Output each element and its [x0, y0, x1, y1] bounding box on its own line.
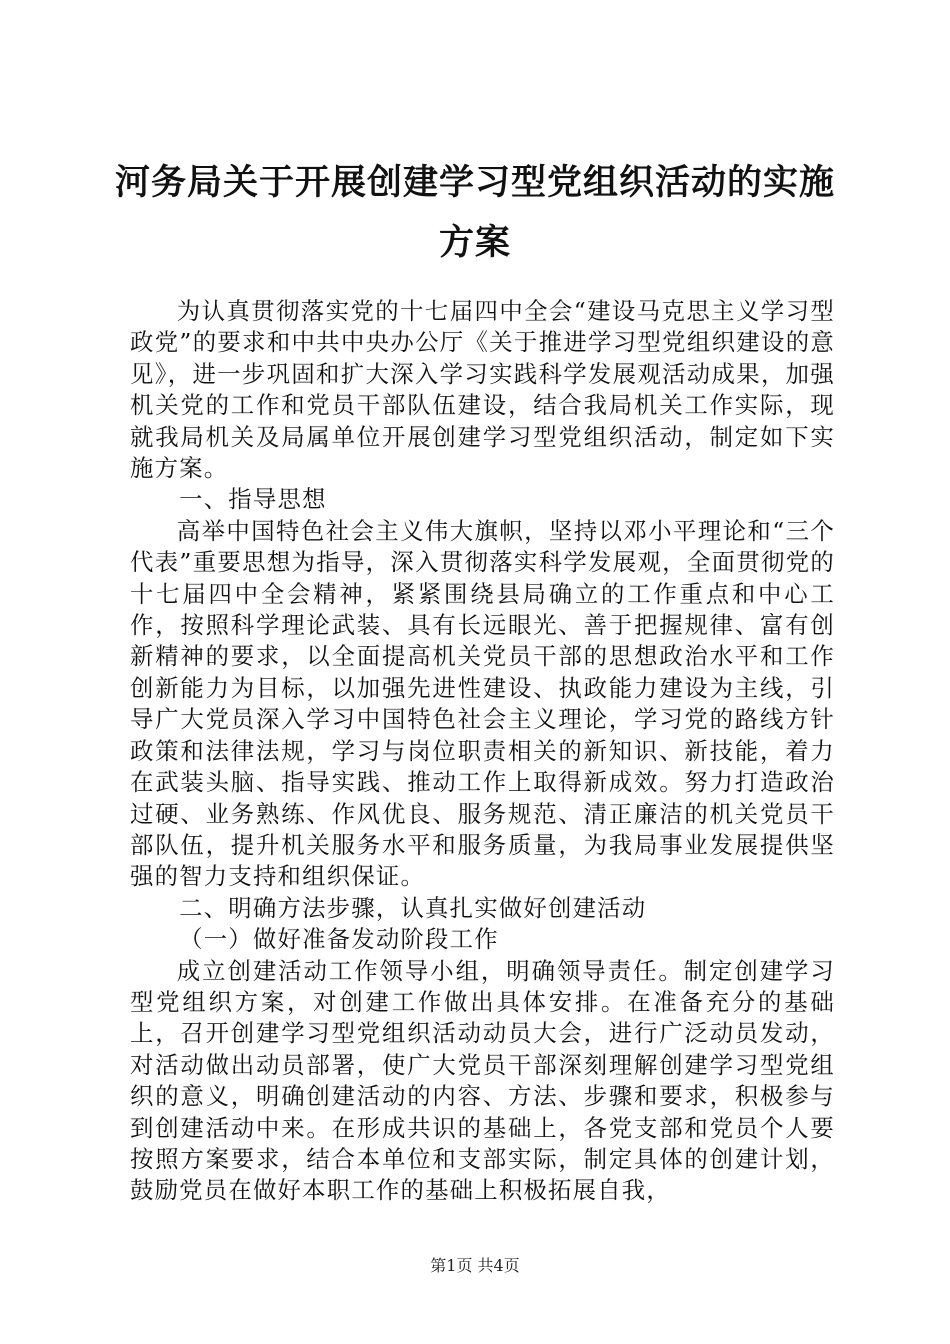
title-line-1: 河务局关于开展创建学习型党组织活动的实施: [114, 162, 835, 203]
section-heading-guiding-ideology: 一、指导思想: [179, 485, 327, 514]
subsection-heading-preparation: （一）做好准备发动阶段工作: [179, 925, 499, 954]
preparation-paragraph: 成立创建活动工作领导小组，明确领导责任。制定创建学习型党组织方案，对创建工作做出具体安排。在准备充分的基础上，召开创建学习型党组织活动动员大会，进行广泛动员发动，对活动做出动员部署，使广大党员干部深刻理解创建学习型党组织的意义，明确创建活动的内容、方法、步骤和要求，积极参与到创建活动中来。在形成共识的基础上，各党支部和党员个人要按照方案要求，结合本单位和支部实际，制定具体的创建计划，鼓励党员在做好本职工作的基础上积极拓展自我，: [130, 956, 835, 1205]
intro-paragraph: 为认真贯彻落实党的十七届四中全会“建设马克思主义学习型政党”的要求和中共中央办公厅《关于推进学习型党组织建设的意见》，进一步巩固和扩大深入学习实践科学发展观活动成果，加强机关党的工作和党员干部队伍建设，结合我局机关工作实际，现就我局机关及局属单位开展创建学习型党组织活动，制定如下实施方案。: [130, 297, 835, 483]
guiding-ideology-paragraph: 高举中国特色社会主义伟大旗帜，坚持以邓小平理论和“三个代表”重要思想为指导，深入贯彻落实科学发展观，全面贯彻党的十七届四中全会精神，紧紧围绕县局确立的工作重点和中心工作，按照科学理论武装、具有长远眼光、善于把握规律、富有创新精神的要求，以全面提高机关党员干部的思想政治水平和工作创新能力为目标，以加强先进性建设、执政能力建设为主线，引导广大党员深入学习中国特色社会主义理论，学习党的路线方针政策和法律法规，学习与岗位职责相关的新知识、新技能，着力在武装头脑、指导实践、推动工作上取得新成效。努力打造政治过硬、业务熟练、作风优良、服务规范、清正廉洁的机关党员干部队伍，提升机关服务水平和服务质量，为我局事业发展提供坚强的智力支持和组织保证。: [130, 516, 835, 891]
title-line-2: 方案: [438, 222, 511, 263]
section-heading-methods-steps: 二、明确方法步骤，认真扎实做好创建活动: [179, 893, 647, 922]
page-footer: 第1页 共4页: [430, 1256, 520, 1275]
document-body: [130, 296, 835, 1207]
